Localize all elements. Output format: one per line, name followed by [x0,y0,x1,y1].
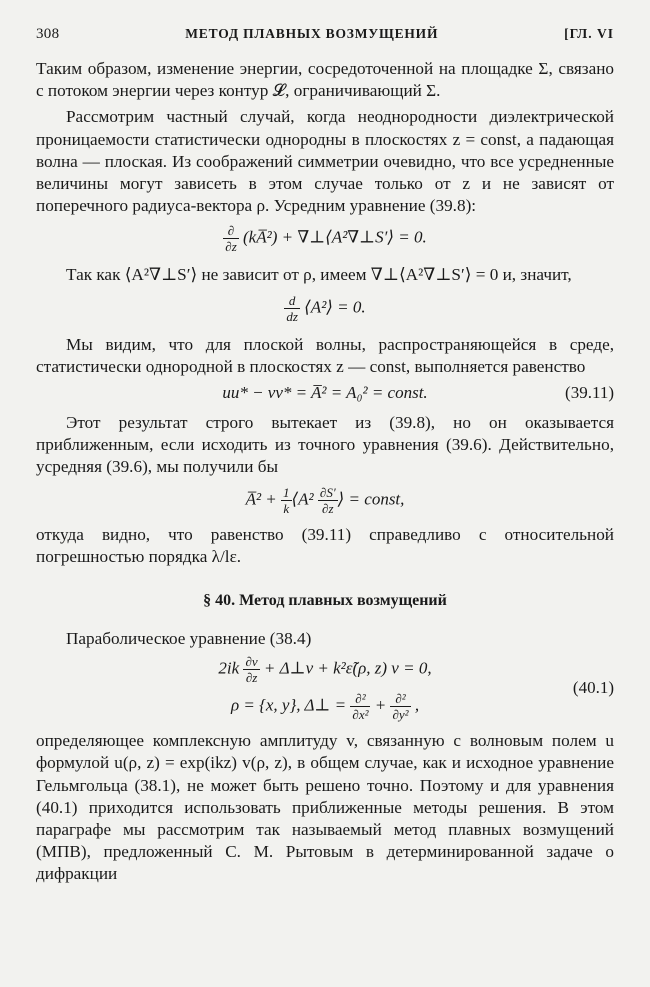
chapter-label: [ГЛ. VI [564,26,614,41]
paragraph-2: Рассмотрим частный случай, когда неоднородности диэлектрической проницаемости статистически однородны в плоскостях z = const, а падающая волна — плоская. Из соображений симметрии очевидно, что все усредненные величины могут зависеть в этом случае только от z и не зависят от поперечного радиуса-вектора ρ. Усредним уравнение (39.8): [36,107,614,216]
paragraph-5: Этот результат строго вытекает из (39.8), но он оказывается приближенным, если исходить из точного уравнения (39.6). Действительно, усредняя (39.6), мы получили бы [36,413,614,477]
equation-number: (39.11) [565,383,614,403]
fraction: $\frac{\text{∂²}}{\text{∂y²}}$ [392,691,409,723]
section-title: § 40. Метод плавных возмущений [203,592,447,610]
equation-d-dz: $\frac{d}{dz}$ ⟨A²⟩ = 0. [286,292,366,324]
fraction: $\frac{\partial}{\partial z}$ [225,223,237,255]
running-title: МЕТОД ПЛАВНЫХ ВОЗМУЩЕНИЙ [185,26,439,41]
fraction: $\frac{\text{∂²}}{\text{∂x²}}$ [352,691,369,723]
paragraph-1: Таким образом, изменение энергии, сосредоточенной на площадке Σ, связано с потоком энергии через контур 𝓛, ограничивающий Σ. [36,59,614,101]
equation-40-1: 2ik $\frac{\partial v}{\partial z}$ + Δ⊥v + k²ε̃(ρ, z) v = 0, ρ = {x, y}, Δ⊥ = $\frac{\text{∂²}}{\text{∂x²}}$ + $\frac{\text{∂²}}{\text{∂y²}}$ , (40.1) [218,654,614,723]
page-number: 308 [36,26,60,42]
paragraph-6: откуда видно, что равенство (39.11) справедливо с относительной погрешностью порядка λ/lε. [36,524,614,566]
paragraph-8: определяющее комплексную амплитуду v, связанную с волновым полем u формулой u(ρ, z) = exp(ikz) v(ρ, z), в общем случае, как и исходное уравнение Гельмгольца (38.1), не может быть решено точно. Поэтому и для уравнения (40.1) приходится использовать приближенные методы решения. В этом параграфе мы рассмотрим так называемый метод плавных возмущений (МПВ), предложенный С. М. Рытовым в детерминированной задаче о дифракции [36,731,614,884]
paragraph-3: Так как ⟨A²∇⊥S′⟩ не зависит от ρ, имеем ∇⊥⟨A²∇⊥S′⟩ = 0 и, значит, [66,265,572,285]
running-header [36,26,614,54]
paragraph-4: Мы видим, что для плоской волны, распространяющейся в среде, статистически однородной в плоскостях z — const, выполняется равенство [36,334,614,376]
equation-39-8-averaged: $\frac{\partial}{\partial z}$ (kA̅²) + ∇⊥⟨A²∇⊥S′⟩ = 0. [225,223,427,255]
fraction: $\frac{d}{dz}$ [286,292,298,324]
fraction: $\frac{\partial S'}{\partial z}$ [319,484,336,516]
fraction: $\frac{1}{k}$ [283,484,290,516]
equation-39-11: uu* − vv* = A̅² = A₀² = const. (39.11) [222,383,614,403]
equation-averaged-39-6: A̅² + $\frac{1}{k}$ ⟨A² $\frac{\partial S'}{\partial z}$ ⟩ = const, [245,484,405,516]
equation-number: (40.1) [572,678,614,698]
fraction: $\frac{\partial v}{\partial z}$ [245,654,258,686]
paragraph-7: Параболическое уравнение (38.4) [66,629,312,649]
page [36,26,614,886]
